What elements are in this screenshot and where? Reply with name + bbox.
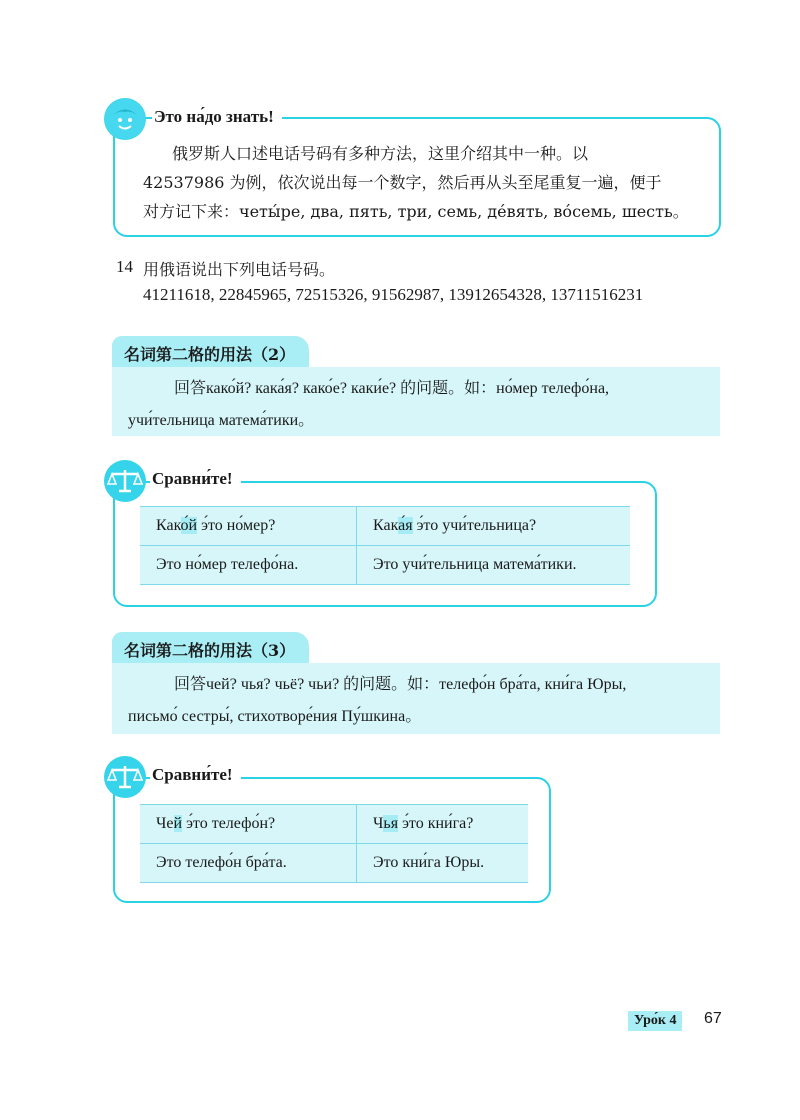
- table-cell: Чей э́то телефо́н?: [140, 805, 357, 844]
- exercise-phone-numbers: 41211618, 22845965, 72515326, 91562987, 13912654328, 13711516231: [143, 285, 644, 304]
- table-cell: Кака́я э́то учи́тельница?: [357, 507, 631, 546]
- grammar-2-title: 名词第二格的用法（2）: [112, 336, 309, 369]
- grammar-2-line-1: 回答како́й? кака́я? како́е? каки́е? 的问题。如：но́мер телефо́на,: [174, 380, 610, 397]
- grammar-3-line-1: 回答чей? чья? чьё? чьи? 的问题。如：телефо́н бра́та, кни́га Юры,: [174, 676, 627, 693]
- table-row: [140, 546, 630, 585]
- note-line-1: 俄罗斯人口述电话号码有多种方法，这里介绍其中一种。以: [172, 144, 589, 163]
- table-cell: Это но́мер телефо́на.: [140, 546, 357, 585]
- table-cell: Како́й э́то но́мер?: [140, 507, 357, 546]
- grammar-3-title: 名词第二格的用法（3）: [112, 632, 309, 665]
- grammar-3-line-2: письмо́ сестры́, стихотворе́ния Пу́шкина。: [128, 708, 422, 725]
- face-icon: [104, 98, 146, 140]
- table-cell: Это кни́га Юры.: [357, 844, 529, 883]
- scale-icon: [104, 756, 146, 798]
- compare-2-table: [140, 804, 528, 883]
- note-line-2: 42537986 为例，依次说出每一个数字，然后再从头至尾重复一遍，便于: [143, 173, 662, 192]
- table-row: [140, 805, 528, 844]
- compare-1-title: Сравни́те!: [150, 469, 241, 489]
- grammar-3-panel: [112, 663, 720, 734]
- compare-2-title: Сравни́те!: [150, 765, 241, 785]
- scale-icon: [104, 460, 146, 502]
- page-number: 67: [704, 1010, 722, 1027]
- note-title: Это на́до знать!: [152, 107, 282, 127]
- table-cell: Это телефо́н бра́та.: [140, 844, 357, 883]
- table-row: [140, 844, 528, 883]
- compare-1-table: [140, 506, 630, 585]
- table-cell: Это учи́тельница матема́тики.: [357, 546, 631, 585]
- lesson-badge: Уро́к 4: [628, 1011, 682, 1031]
- grammar-2-panel: [112, 367, 720, 436]
- table-row: [140, 507, 630, 546]
- grammar-2-line-2: учи́тельница матема́тики。: [128, 412, 315, 429]
- exercise-number: 14: [116, 257, 133, 276]
- table-cell: Чья э́то кни́га?: [357, 805, 529, 844]
- exercise-instruction: 用俄语说出下列电话号码。: [143, 260, 336, 279]
- note-line-3: 对方记下来：четы́ре, два, пять, три, семь, де́вять, во́семь, шесть。: [143, 202, 689, 221]
